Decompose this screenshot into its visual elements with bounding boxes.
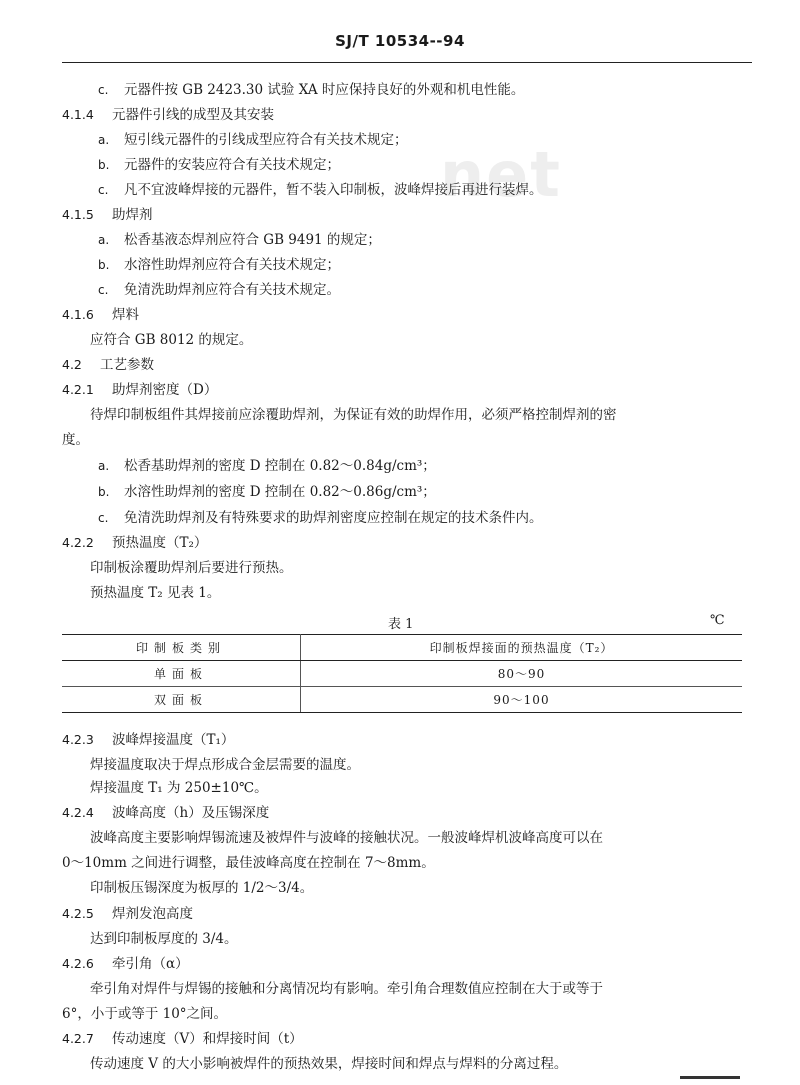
item-c-line: c. 免清洗助焊剂应符合有关技术规定。: [98, 282, 340, 298]
section-4-1-4-heading: 4.1.4 元器件引线的成型及其安装: [62, 107, 274, 123]
section-4-2-3-heading: 4.2.3 波峰焊接温度（T₁）: [62, 732, 235, 748]
section-4-2-5-heading: 4.2.5 焊剂发泡高度: [62, 906, 193, 922]
table-row: [62, 687, 742, 713]
item-a-line: a. 松香基液态焊剂应符合 GB 9491 的规定；: [98, 232, 381, 248]
paragraph-line: 牵引角对焊件与焊锡的接触和分离情况均有影响。牵引角合理数值应控制在大于或等于: [90, 981, 603, 997]
item-c-line: c. 元器件按 GB 2423.30 试验 XA 时应保持良好的外观和机电性能。: [98, 82, 525, 98]
section-4-2-7-heading: 4.2.7 传动速度（V）和焊接时间（t）: [62, 1031, 303, 1047]
item-c-line: c. 凡不宜波峰焊接的元器件，暂不装入印制板，波峰焊接后再进行装焊。: [98, 182, 543, 198]
header-rule: [62, 62, 752, 63]
paragraph-line: 待焊印制板组件其焊接前应涂覆助焊剂，为保证有效的助焊作用，必须严格控制焊剂的密: [90, 407, 617, 423]
section-4-2-1-heading: 4.2.1 助焊剂密度（D）: [62, 382, 218, 398]
section-4-1-6-heading: 4.1.6 焊料: [62, 307, 139, 323]
paragraph-line: 印制板压锡深度为板厚的 1/2～3/4。: [90, 880, 314, 896]
paragraph-line: 6°，小于或等于 10°之间。: [62, 1006, 228, 1022]
section-4-2-heading: 4.2 工艺参数: [62, 357, 154, 373]
section-4-2-6-heading: 4.2.6 牵引角（α）: [62, 956, 189, 972]
item-c-line: c. 免清洗助焊剂及有特殊要求的助焊剂密度应控制在规定的技术条件内。: [98, 510, 543, 526]
item-b-line: b. 水溶性助焊剂的密度 D 控制在 0.82～0.86g/cm³；: [98, 484, 436, 500]
page-footer-mark: [680, 1076, 740, 1079]
table-header-row: [62, 635, 742, 661]
paragraph-line: 度。: [62, 432, 89, 448]
section-4-1-5-heading: 4.1.5 助焊剂: [62, 207, 153, 223]
paragraph-line: 达到印制板厚度的 3/4。: [90, 931, 238, 947]
table-unit: ℃: [710, 613, 725, 628]
preheat-temperature-table: [62, 634, 742, 713]
paragraph-line: 应符合 GB 8012 的规定。: [90, 332, 253, 348]
table-header-cell: 印制板类别: [62, 635, 301, 661]
section-4-2-4-heading: 4.2.4 波峰高度（h）及压锡深度: [62, 805, 270, 821]
watermark-text: net: [440, 138, 562, 211]
table-cell: 80～90: [301, 661, 743, 687]
table-caption: 表 1: [388, 617, 414, 632]
table-row: [62, 661, 742, 687]
page-header-standard-number: SJ/T 10534--94: [335, 32, 465, 50]
section-4-2-2-heading: 4.2.2 预热温度（T₂）: [62, 535, 208, 551]
paragraph-line: 波峰高度主要影响焊锡流速及被焊件与波峰的接触状况。一般波峰焊机波峰高度可以在: [90, 830, 603, 846]
item-a-line: a. 短引线元器件的引线成型应符合有关技术规定；: [98, 132, 408, 148]
paragraph-line: 焊接温度 T₁ 为 250±10℃。: [90, 780, 268, 796]
paragraph-line: 传动速度 V 的大小影响被焊件的预热效果，焊接时间和焊点与焊料的分离过程。: [90, 1056, 568, 1072]
table-cell: 单面板: [62, 661, 301, 687]
paragraph-line: 预热温度 T₂ 见表 1。: [90, 585, 221, 601]
table-header-cell: 印制板焊接面的预热温度（T₂）: [301, 635, 743, 661]
table-cell: 90～100: [301, 687, 743, 713]
item-b-line: b. 元器件的安装应符合有关技术规定；: [98, 157, 340, 173]
paragraph-line: 焊接温度取决于焊点形成合金层需要的温度。: [90, 757, 360, 773]
table-cell: 双面板: [62, 687, 301, 713]
item-b-line: b. 水溶性助焊剂应符合有关技术规定；: [98, 257, 340, 273]
paragraph-line: 0～10mm 之间进行调整，最佳波峰高度在控制在 7～8mm。: [62, 855, 435, 871]
paragraph-line: 印制板涂覆助焊剂后要进行预热。: [90, 560, 293, 576]
item-a-line: a. 松香基助焊剂的密度 D 控制在 0.82～0.84g/cm³；: [98, 458, 436, 474]
